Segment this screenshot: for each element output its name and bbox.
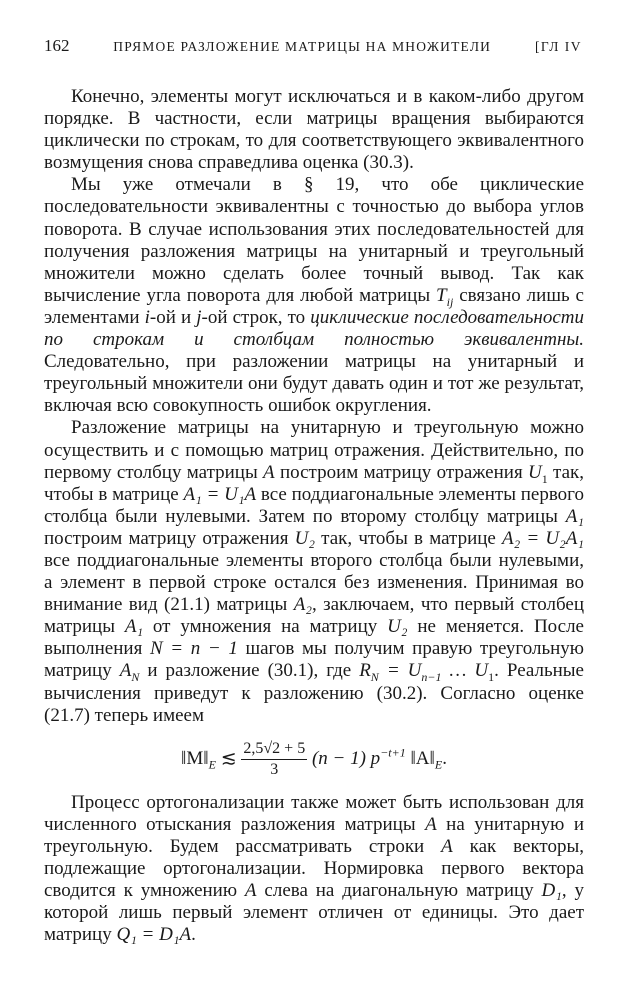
page-body: [44, 86, 584, 946]
paragraph-1: Конечно, элементы могут исключаться и в каком-либо другом порядке. В частности, если матрицы вращения выбираются циклически по строкам, то для соответствующего эквивалентного возмущения снова справедлива оценка (30.3).: [44, 86, 584, 174]
paragraph-3: Разложение матрицы на унитарную и треугольную можно осуществить и с помощью матриц отражения. Действительно, по первому столбцу матрицы A построим матрицу отражения $U_1$ так, чтобы в матрице A₁ = U₁A все поддиагональные элементы первого столбца были нулевыми. Затем по второму столбцу матрицы A₁ построим матрицу отражения U₂ так, чтобы в матрице A₂ = U₂A₁ все поддиагональные элементы второго столбца были нулевыми, а элемент в первой строке остался без изменения. Принимая во внимание вид (21.1) матрицы A₂, заключаем, что первый столбец матрицы A₁ от умножения на матрицу U₂ не меняется. После выполнения N = n − 1 шагов мы получим правую треугольную матрицу $A_N$ и разложение (30.1), где $R_N = U_{n-1}$ … $U_1$. Реальные вычисления приведут к разложению (30.2). Согласно оценке (21.7) теперь имеем: [44, 417, 585, 726]
page-number: 162: [44, 36, 70, 55]
emphasized-statement: циклические последовательности по строкам и столбцам полностью эквивалентны.: [44, 306, 584, 351]
chapter-label: [ГЛ IV: [534, 39, 582, 54]
running-title: ПРЯМОЕ РАЗЛОЖЕНИЕ МАТРИЦЫ НА МНОЖИТЕЛИ: [113, 39, 492, 54]
running-header: [44, 36, 582, 60]
paragraph-4: Процесс ортогонализации также может быть использован для численного отыскания разложения матрицы A на унитарную и треугольную. Будем рассматривать строки A как векторы, подлежащие ортогонализации. Нормировка первого вектора сводится к умножению A слева на диагональную матрицу D₁, у которой лишь первый элемент отличен от единицы. Это дает матрицу Q₁ = D₁A.: [44, 791, 585, 946]
paragraph-2: Мы уже отмечали в § 19, что обе циклические последовательности эквивалентны с точностью до выбора углов поворота. В случае использования этих последовательностей для получения разложения матрицы на унитарный и треугольный множители можно сделать более точный вывод. Так как вычисление угла поворота для любой матрицы $T_{ij}$ связано лишь с элементами i-ой и j-ой строк, то циклические последовательности по строкам и столбцам полностью эквивалентны. Следовательно, при разложении матрицы на унитарный и треугольный множители они будут давать один и тот же результат, включая всю совокупность ошибок округления.: [44, 174, 584, 417]
formula-fraction: $\frac{2,5√2 + 5}{3}$: [243, 739, 306, 778]
display-formula: $‖M‖_E$ ≲ $\frac{2,5√2 + 5}{3}$ (n − 1) $p^{-t+1}$ $‖A‖_E$.: [181, 739, 447, 778]
